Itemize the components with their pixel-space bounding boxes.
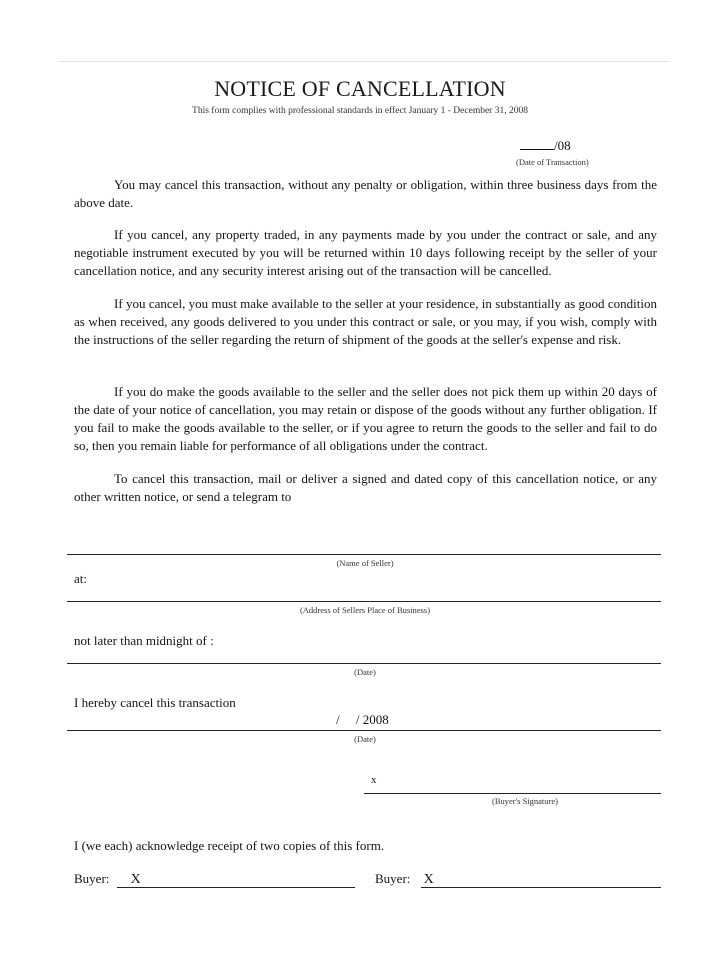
buyer-1-block — [74, 871, 141, 888]
signature-mark: x — [371, 774, 377, 786]
buyer-signature-caption: (Buyer's Signature) — [492, 796, 558, 806]
paragraph-pickup: If you do make the goods available to the seller and the seller does not pick them up within 20 days of the date of your notice of cancellation, you may retain or dispose of the goods without any further obligation. If you fail to make the goods available to the seller, or if you agree to return the goods to the seller and fail to do so, then you remain liable for performance of all obligations under the contract. — [74, 384, 657, 453]
transaction-date-block — [516, 137, 620, 167]
seller-address-caption: (Address of Sellers Place of Business) — [299, 605, 431, 615]
seller-name-line[interactable] — [67, 554, 661, 555]
cancel-transaction-label: I hereby cancel this transaction — [74, 695, 236, 710]
buyer-signature-line[interactable] — [364, 793, 661, 794]
cancel-date-line[interactable] — [67, 730, 661, 731]
transaction-date-caption: (Date of Transaction) — [516, 157, 589, 167]
cancel-date-caption: (Date) — [354, 734, 376, 744]
buyer-2-signature-line[interactable] — [421, 887, 661, 888]
midnight-date-caption: (Date) — [354, 667, 376, 677]
buyer-2-block — [375, 871, 434, 888]
paragraph-how-to-cancel: To cancel this transaction, mail or deliver a signed and dated copy of this cancellation notice, or any other written notice, or send a telegram to — [74, 471, 657, 504]
transaction-date-value: /08 — [554, 138, 571, 153]
seller-name-caption: (Name of Seller) — [336, 558, 394, 568]
top-divider — [58, 61, 670, 62]
buyer-1-signature-line[interactable] — [117, 887, 355, 888]
seller-address-line[interactable] — [67, 601, 661, 602]
buyer-2-label: Buyer: — [375, 871, 411, 886]
buyer-2-mark: X — [423, 872, 434, 887]
buyer-1-label: Buyer: — [74, 871, 110, 886]
page-title: NOTICE OF CANCELLATION — [214, 76, 506, 101]
page-subtitle: This form complies with professional standards in effect January 1 - December 31, 2008 — [192, 106, 528, 116]
buyer-1-mark: X — [130, 872, 141, 887]
midnight-label: not later than midnight of : — [74, 633, 214, 648]
acknowledge-label: I (we each) acknowledge receipt of two copies of this form. — [74, 838, 385, 853]
midnight-date-line[interactable] — [67, 663, 661, 664]
paragraph-cancel-rights: You may cancel this transaction, without any penalty or obligation, within three business days from the above date. — [74, 177, 657, 210]
paragraph-goods-return: If you cancel, you must make available to the seller at your residence, in substantially as good condition as when received, any goods delivered to you under this contract or sale, or you may, if you wish, comply with the instructions of the seller regarding the return of shipment of the goods at the seller's expense and risk. — [74, 296, 657, 347]
transaction-date-blank[interactable] — [520, 139, 554, 150]
at-label: at: — [74, 571, 87, 586]
cancel-date-value: / / 2008 — [336, 712, 389, 727]
paragraph-refund: If you cancel, any property traded, in any payments made by you under the contract or sale, and any negotiable instrument executed by you will be returned within 10 days following receipt by the seller of your cancellation notice, and any security interest arising out of the transaction will be cancelled. — [74, 227, 657, 278]
